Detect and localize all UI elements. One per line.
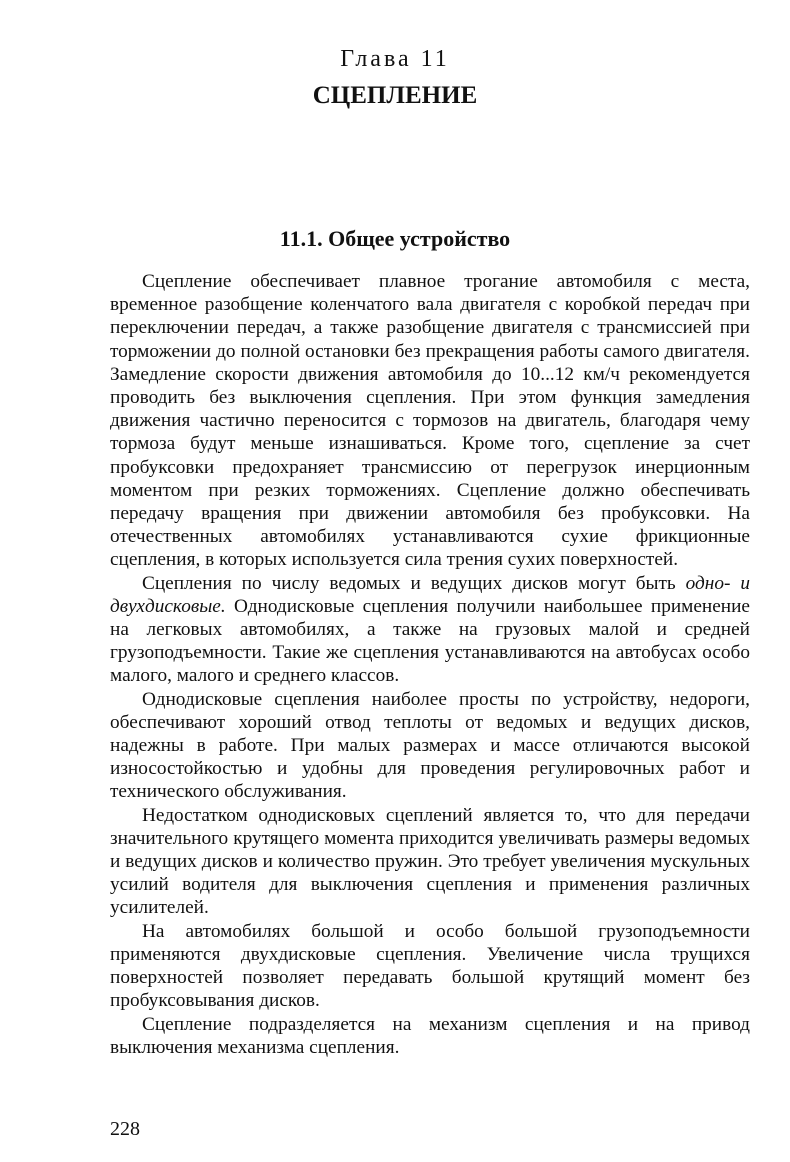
paragraph-2-end: Однодисковые сцепления получили наибольшее применение на легковых автомобилях, а также на грузовых малой и средней грузоподъемности. Такие же сцепления устанавливаются на автобусах особо малого, малого и среднего классов. (110, 595, 750, 687)
section-title: 11.1. Общее устройство (279, 226, 511, 251)
paragraph-6: Сцепление подразделяется на механизм сцепления и на привод выключения механизма сцепления. (110, 1013, 750, 1058)
page-number: 228 (110, 1118, 140, 1140)
paragraph-3: Однодисковые сцепления наиболее просты по устройству, недороги, обеспечивают хороший отвод теплоты от ведомых и ведущих дисков, надежны в работе. При малых размерах и массе отличаются высокой износостойкостью и удобны для проведения регулировочных работ и технического обслуживания. (110, 688, 750, 803)
chapter-title: СЦЕПЛЕНИЕ (312, 82, 478, 109)
body-text (110, 270, 750, 1059)
paragraph-4: Недостатком однодисковых сцеплений является то, что для передачи значительного крутящего момента приходится увеличивать размеры ведомых и ведущих дисков и количество пружин. Это требует увеличения мускульных усилий водителя для выключения сцепления и применения различных усилителей. (110, 804, 750, 919)
paragraph-2-start: Сцепления по числу ведомых и ведущих дисков могут быть (142, 572, 686, 594)
chapter-label: Глава 11 (340, 46, 450, 72)
paragraph-5: На автомобилях большой и особо большой грузоподъемности применяются двухдисковые сцепления. Увеличение числа трущихся поверхностей позволяет передавать большой крутящий момент без пробуксовывания дисков. (110, 920, 750, 1012)
paragraph-1: Сцепление обеспечивает плавное трогание автомобиля с места, временное разобщение коленчатого вала двигателя с коробкой передач при переключении передач, а также разобщение двигателя с трансмиссией при торможении до полной остановки без прекращения работы самого двигателя. Замедление скорости движения автомобиля до 10...12 км/ч рекомендуется проводить без выключения сцепления. При этом функция замедления движения частично переносится с тормозов на двигатель, благодаря чему тормоза будут меньше изнашиваться. Кроме того, сцепление за счет пробуксовки предохраняет трансмиссию от перегрузок инерционным моментом при резких торможениях. Сцепление должно обеспечивать передачу вращения при движении автомобиля без пробуксовки. На отечественных автомобилях устанавливаются сухие фрикционные сцепления, в которых используется сила трения сухих поверхностей. (110, 271, 750, 571)
paragraph-2-italic: одно- и двухдисковые. (110, 572, 750, 617)
paragraph-2 (110, 572, 750, 688)
